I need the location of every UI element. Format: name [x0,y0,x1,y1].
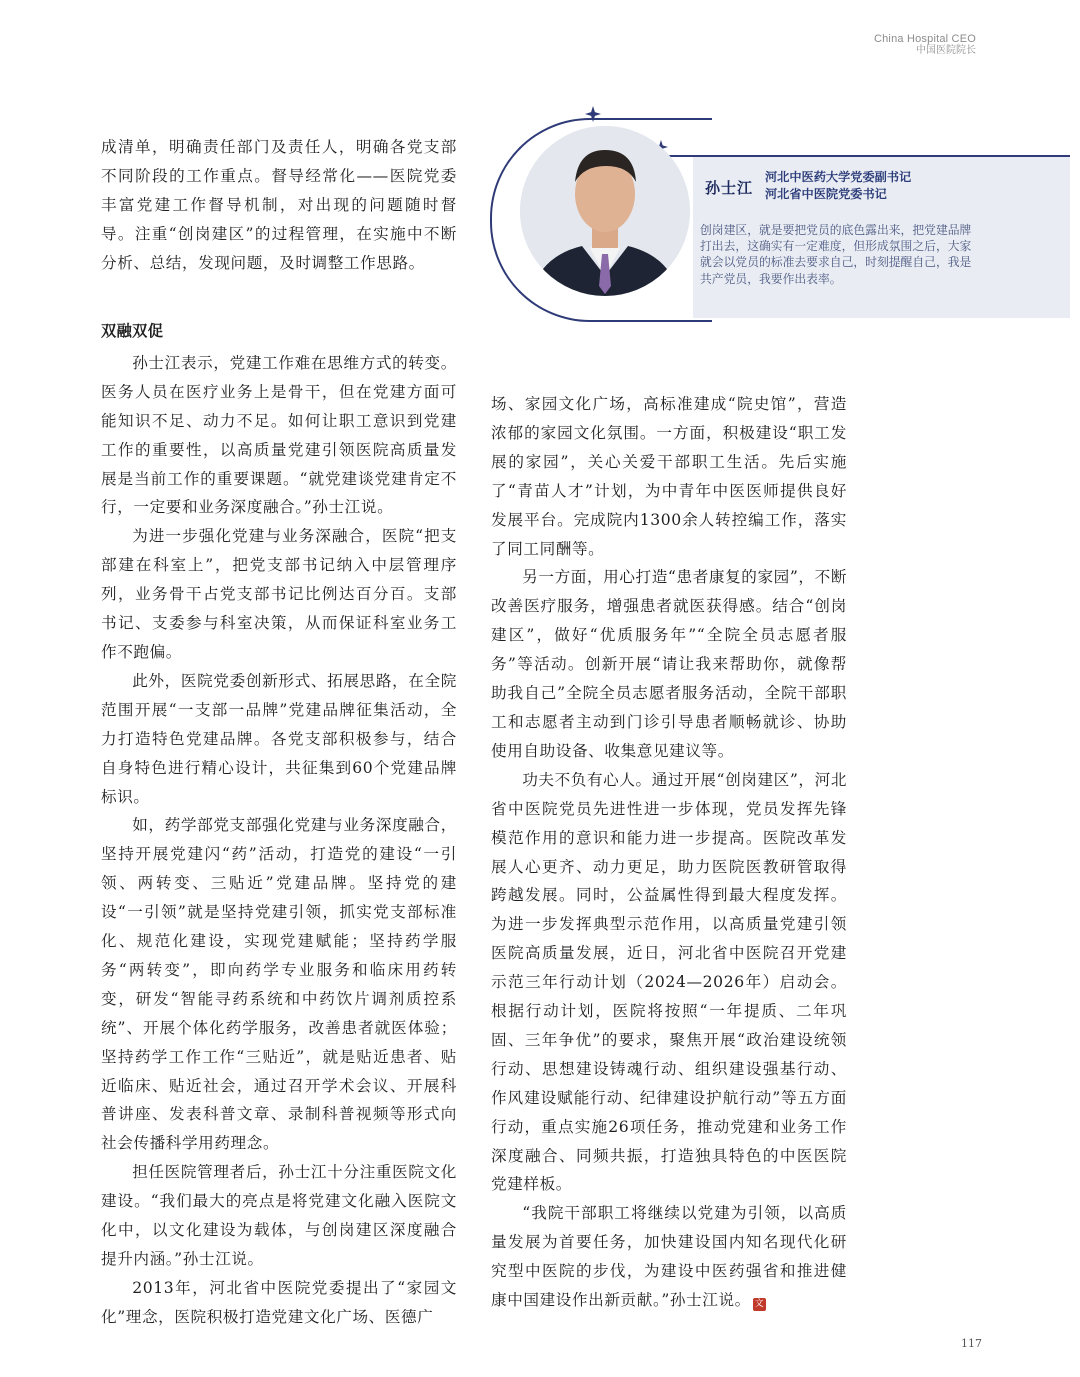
paragraph: 担任医院管理者后，孙士江十分注重医院文化建设。“我们最大的亮点是将党建文化融入医院文化中，以文化建设为载体，与创岗建区深度融合提升内涵。”孙士江说。 [101,1163,457,1268]
masthead-chinese: 中国医院院长 [916,45,976,56]
paragraph: 此外，医院党委创新形式、拓展思路，在全院范围开展“一支部一品牌”党建品牌征集活动，全力打造特色党建品牌。各党支部积极参与，结合自身特色进行精心设计，共征集到60个党建品牌标识。 [101,671,457,806]
portrait-illustration [520,126,690,296]
portrait-photo [520,126,690,296]
closing-paragraph [491,1199,847,1315]
closing-text: “我院干部职工将继续以党建为引领，以高质量发展为首要任务，加快建设国内知名现代化研究型中医院的步伐，为建设中医药强省和推进健康中国建设作出新贡献。”孙士江说。 [491,1204,847,1310]
paragraph: 为进一步强化党建与业务深融合，医院“把支部建在科室上”，把党支部书记纳入中层管理序列，业务骨干占党支部书记比例达百分百。支部书记、支委参与科室决策，从而保证科室业务工作不跑偏。 [101,527,457,661]
article-column-1 [101,304,457,1332]
end-mark-icon: 文 [754,1299,765,1310]
paragraph: 如，药学部党支部强化党建与业务深度融合，坚持开展党建闪“药”活动，打造党的建设“一引领、两转变、三贴近”党建品牌。坚持党的建设“一引领”就是坚持党建引领，抓实党支部标准化、规范化建设，实现党建赋能；坚持药学服务“两转变”，即向药学专业服务和临床用药转变，研发“智能寻药系统和中药饮片调剂质控系统”、开展个体化药学服务，改善患者就医体验；坚持药学工作工作“三贴近”，就是贴近患者、贴近临床、贴近社会，通过召开学术会议、开展科普讲座、发表科普文章、录制科普视频等形式向社会传播科学用药理念。 [101,816,457,1153]
article-column-2 [491,390,847,1315]
article-column-1-top [101,133,457,278]
profile-title-1: 河北中医药大学党委副书记 [765,170,912,184]
paragraph: 功夫不负有心人。通过开展“创岗建区”，河北省中医院党员先进性进一步体现，党员发挥先锋模范作用的意识和能力进一步提高。医院改革发展人心更齐、动力更足，助力医院医教研管取得跨越发展。同时，公益属性得到最大程度发挥。为进一步发挥典型示范作用，以高质量党建引领医院高质量发展，近日，河北省中医院召开党建示范三年行动计划（2024—2026年）启动会。根据行动计划，医院将按照“一年提质、二年巩固、三年争优”的要求，聚焦开展“政治建设统领行动、思想建设铸魂行动、组织建设强基行动、作风建设赋能行动、纪律建设护航行动”等五方面行动，重点实施26项任务，推动党建和业务工作深度融合、同频共振，打造独具特色的中医医院党建样板。 [491,770,848,1194]
profile-title-2: 河北省中医院党委书记 [765,187,887,201]
profile-quote: 创岗建区，就是要把党员的底色露出来，把党建品牌打出去，这确实有一定难度，但形成氛围之后，大家就会以党员的标准去要求自己，时刻提醒自己，我是共产党员，我要作出表率。 [700,223,972,286]
profile-card-divider [660,155,1070,157]
section-subheading: 双融双促 [101,322,164,340]
paragraph: 成清单，明确责任部门及责任人，明确各党支部不同阶段的工作重点。督导经常化——医院党委丰富党建工作督导机制，对出现的问题随时督导。注重“创岗建区”的过程管理，在实施中不断分析、总结，发现问题，及时调整工作思路。 [101,138,457,272]
masthead [874,33,976,57]
paragraph: 2013年，河北省中医院党委提出了“家园文化”理念，医院积极打造党建文化广场、医德广 [101,1278,457,1326]
profile-name: 孙士江 [705,179,754,197]
paragraph: 场、家园文化广场，高标准建成“院史馆”，营造浓郁的家园文化氛围。一方面，积极建设“职工发展的家园”，关心关爱干部职工生活。先后实施了“青苗人才”计划，为中青年中医医师提供良好发展平台。完成院内1300余人转控编工作，落实了同工同酬等。 [491,395,847,558]
masthead-english: China Hospital CEO [873,33,976,45]
paragraph: 孙士江表示，党建工作难在思维方式的转变。医务人员在医疗业务上是骨干，但在党建方面可能知识不足、动力不足。如何让职工意识到党建工作的重要性，以高质量党建引领医院高质量发展是当前工作的重要课题。“就党建谈党建肯定不行，一定要和业务深度融合。”孙士江说。 [101,353,457,517]
profile-titles [765,169,911,203]
page-number: 117 [961,1337,982,1350]
paragraph: 另一方面，用心打造“患者康复的家园”，不断改善医疗服务，增强患者就医获得感。结合“创岗建区”，做好“优质服务年”“全院全员志愿者服务”等活动。创新开展“请让我来帮助你，就像帮助我自己”全院全员志愿者服务活动，全院干部职工和志愿者主动到门诊引导患者顺畅就诊、协助使用自助设备、收集意见建议等。 [491,568,848,760]
